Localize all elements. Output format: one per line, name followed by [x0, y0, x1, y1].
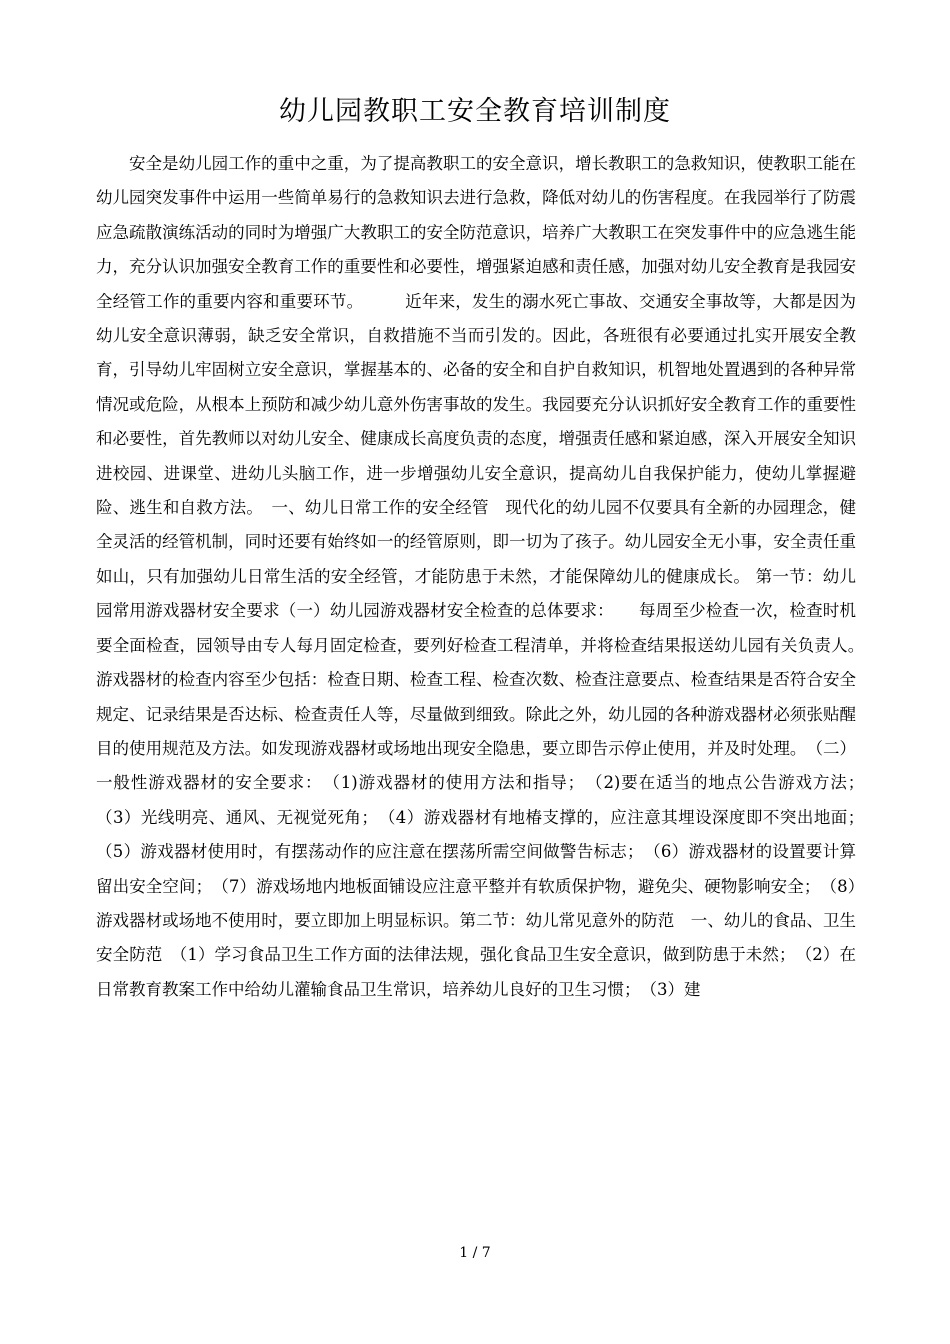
- document-body-paragraph: 安全是幼儿园工作的重中之重，为了提高教职工的安全意识，增长教职工的急救知识，使教职工能在幼儿园突发事件中运用一些简单易行的急救知识去进行急救，降低对幼儿的伤害程度。在我园举行了防震应急疏散演练活动的同时为增强广大教职工的安全防范意识，培养广大教职工在突发事件中的应急逃生能力，充分认识加强安全教育工作的重要性和必要性，增强紧迫感和责任感，加强对幼儿安全教育是我园安全经管工作的重要内容和重要环节。 近年来，发生的溺水死亡事故、交通安全事故等，大都是因为幼儿安全意识薄弱，缺乏安全常识，自救措施不当而引发的。因此，各班很有必要通过扎实开展安全教育，引导幼儿牢固树立安全意识，掌握基本的、必备的安全和自护自救知识，机智地处置遇到的各种异常情况或危险，从根本上预防和减少幼儿意外伤害事故的发生。我园要充分认识抓好安全教育工作的重要性和必要性，首先教师以对幼儿安全、健康成长高度负责的态度，增强责任感和紧迫感，深入开展安全知识进校园、进课堂、进幼儿头脑工作，进一步增强幼儿安全意识，提高幼儿自我保护能力，使幼儿掌握避险、逃生和自救方法。 一、幼儿日常工作的安全经管 现代化的幼儿园不仅要具有全新的办园理念，健全灵活的经管机制，同时还要有始终如一的经管原则，即一切为了孩子。幼儿园安全无小事，安全责任重如山，只有加强幼儿日常生活的安全经管，才能防患于未然，才能保障幼儿的健康成长。 第一节：幼儿园常用游戏器材安全要求（一）幼儿园游戏器材安全检查的总体要求： 每周至少检查一次，检查时机要全面检查，园领导由专人每月固定检查，要列好检查工程清单，并将检查结果报送幼儿园有关负责人。 游戏器材的检查内容至少包括：检查日期、检查工程、检查次数、检查注意要点、检查结果是否符合安全规定、记录结果是否达标、检查责任人等，尽量做到细致。除此之外，幼儿园的各种游戏器材必须张贴醒目的使用规范及方法。如发现游戏器材或场地出现安全隐患，要立即告示停止使用，并及时处理。 （二）一般性游戏器材的安全要求： （1)游戏器材的使用方法和指导； （2)要在适当的地点公告游戏方法； （3）光线明亮、通风、无视觉死角； （4）游戏器材有地椿支撑的，应注意其埋设深度即不突出地面； （5）游戏器材使用时，有摆荡动作的应注意在摆荡所需空间做警告标志； （6）游戏器材的设置要计算留出安全空间； （7）游戏场地内地板面铺设应注意平整并有软质保护物，避免尖、硬物影响安全； （8）游戏器材或场地不使用时，要立即加上明显标识。第二节：幼儿常见意外的防范 一、幼儿的食品、卫生安全防范 （1）学习食品卫生工作方面的法律法规，强化食品卫生安全意识，做到防患于未然； （2）在日常教育教案工作中给幼儿灌输食品卫生常识，培养幼儿良好的卫生习惯； （3）建: [96, 154, 889, 999]
- page-number: 1 / 7: [459, 1245, 491, 1261]
- document-title: 幼儿园教职工安全教育培训制度: [279, 96, 671, 127]
